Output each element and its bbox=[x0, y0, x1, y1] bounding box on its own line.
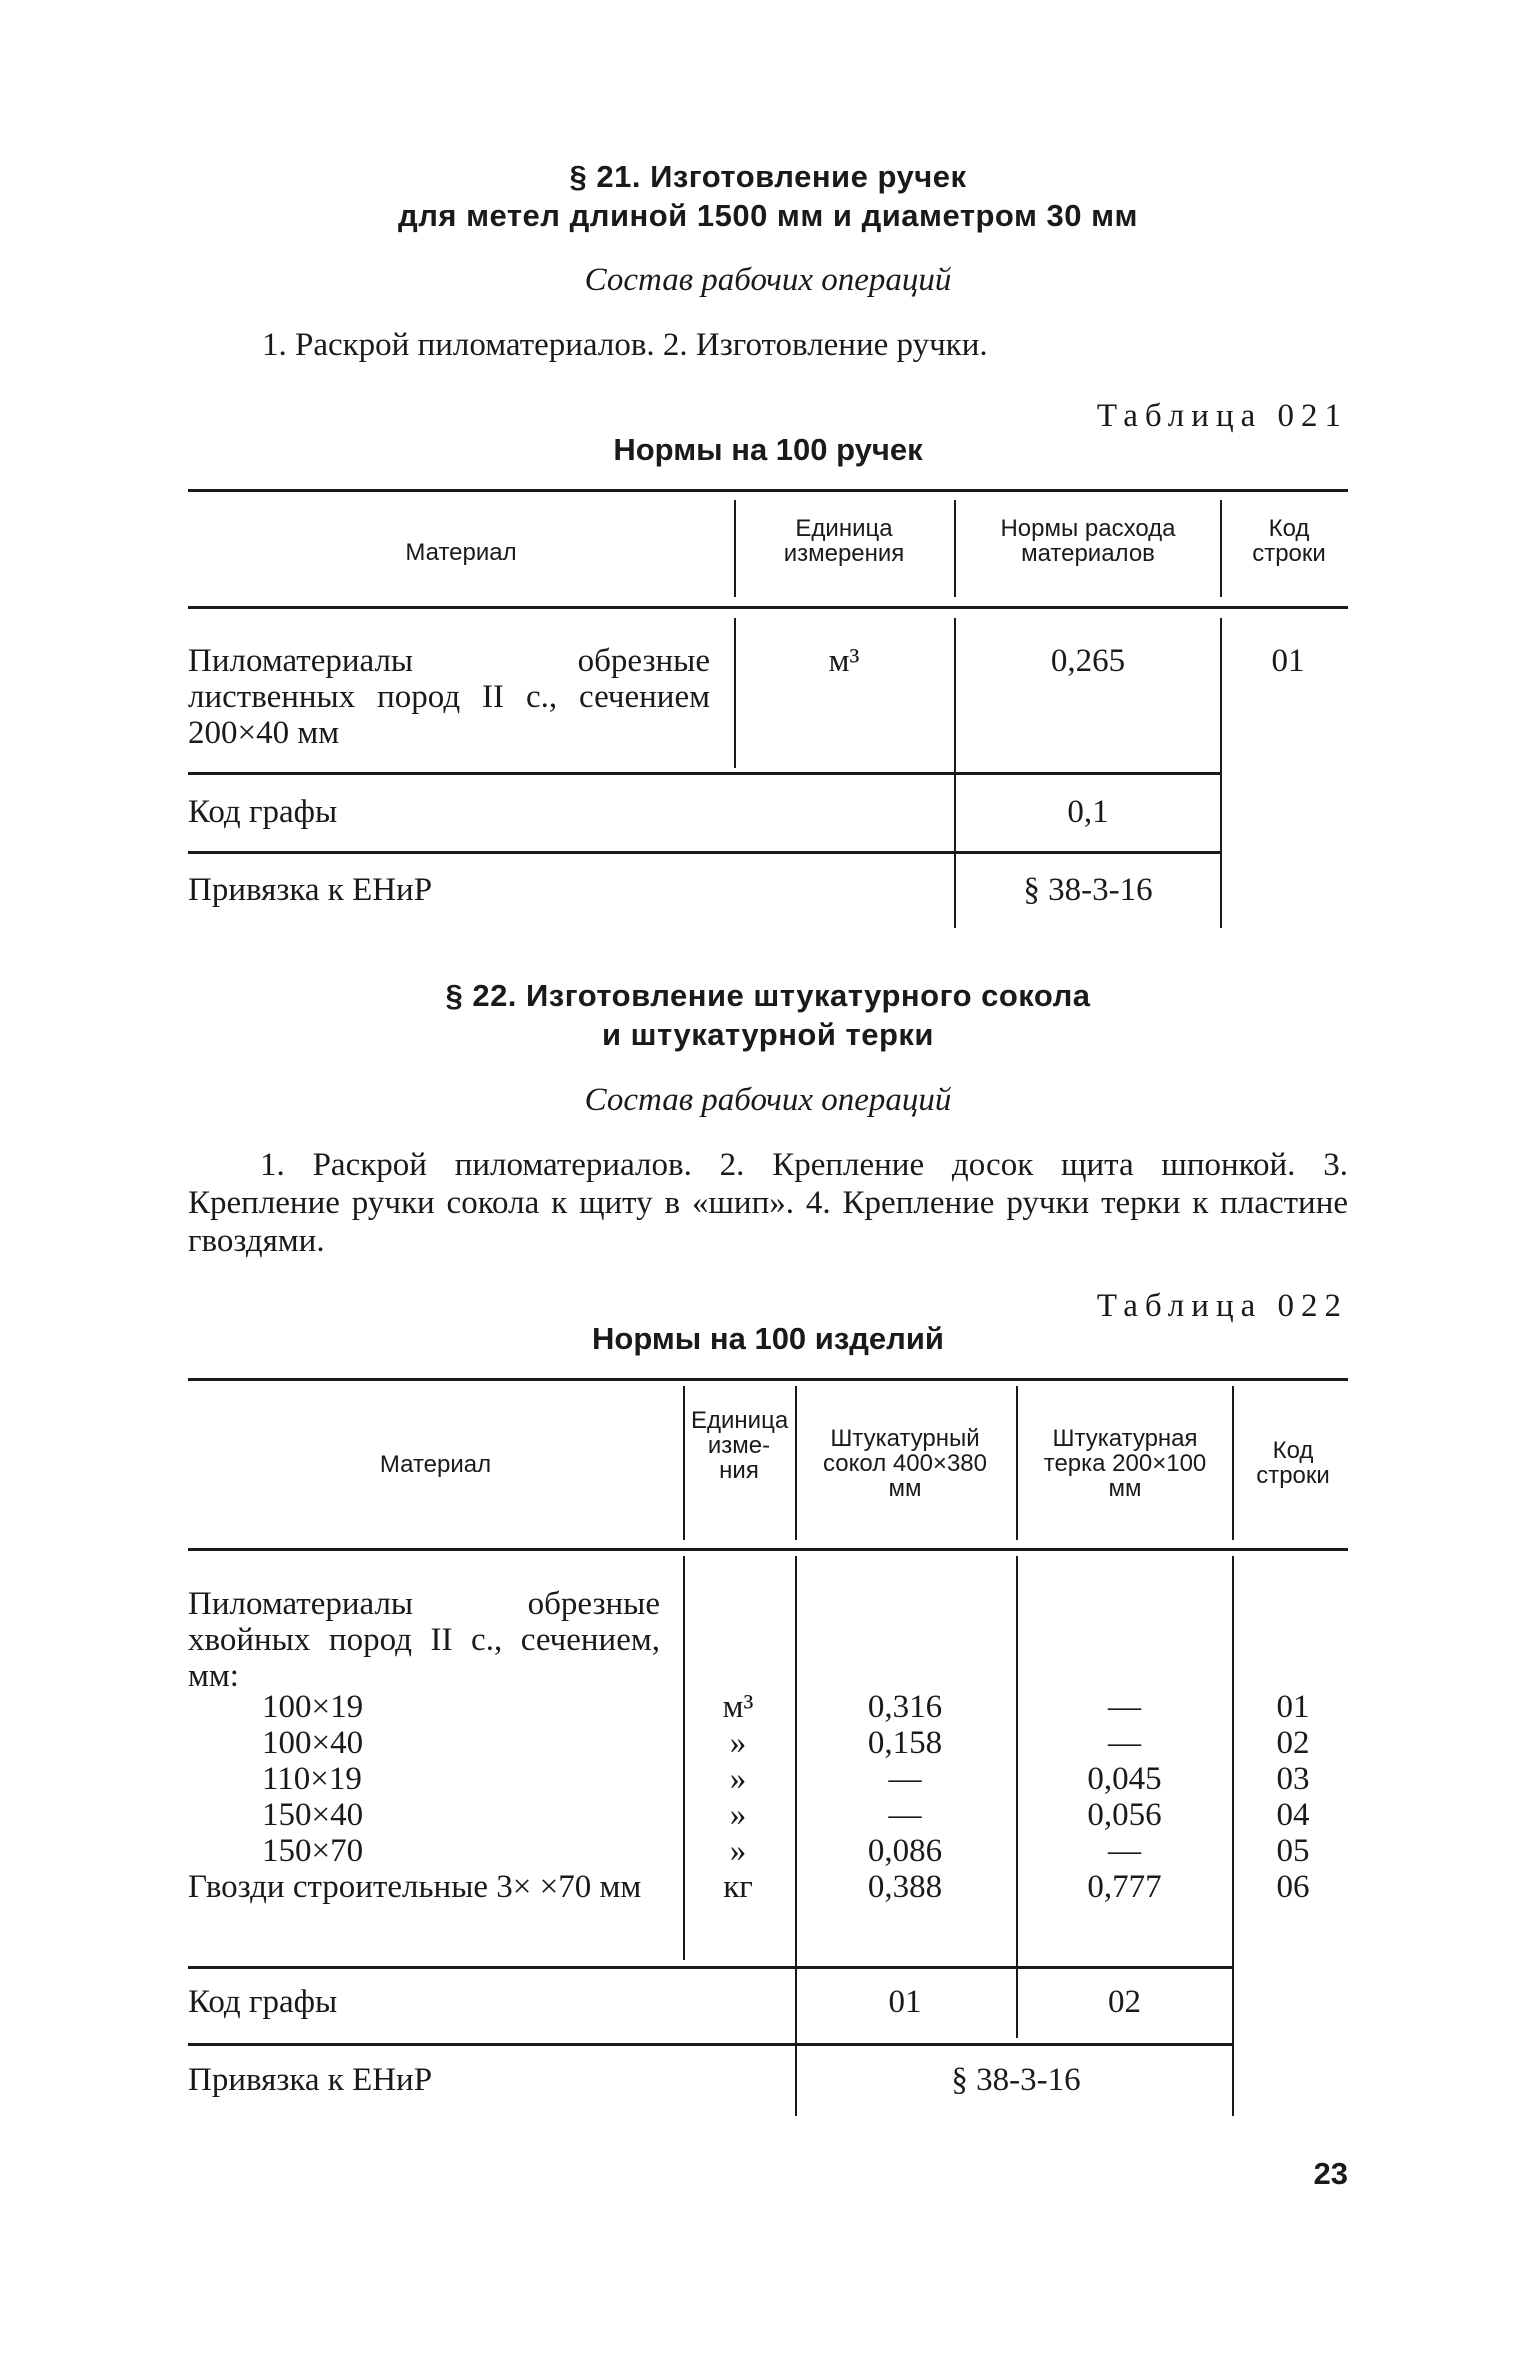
table-021-enir-value: § 38-3-16 bbox=[1023, 872, 1153, 908]
table-022-row-unit: » bbox=[729, 1725, 747, 1761]
table-022-row-rule bbox=[188, 1966, 1232, 1969]
table-021-label: Таблица 021 bbox=[1096, 398, 1348, 434]
section-22-operations: 1. Раскрой пиломатериалов. 2. Крепление досок щита шпонкой. 3. Крепление ручки сокола к щиту в «шип». 4. Крепление ручки терки к пластине гвоздями. bbox=[188, 1147, 1348, 1259]
table-021-graph-rule bbox=[188, 851, 1220, 854]
table-022-header-unit: Единица изме-ния bbox=[691, 1407, 789, 1484]
table-022-header-rule bbox=[188, 1548, 1348, 1551]
table-022-enir-value: § 38-3-16 bbox=[951, 2062, 1081, 2098]
table-022-norms-title: Нормы на 100 изделий bbox=[592, 1321, 944, 1356]
table-022-graph-code-2: 02 bbox=[1108, 1984, 1141, 2020]
table-022-row-code: 04 bbox=[1276, 1797, 1310, 1833]
table-022-header-material: Материал bbox=[379, 1451, 492, 1478]
table-022-row-v1: — bbox=[888, 1761, 922, 1797]
table-021-header-rule bbox=[188, 606, 1348, 609]
table-021-vline bbox=[1220, 618, 1222, 928]
table-022-vline bbox=[795, 1386, 797, 1540]
table-022-row-code: 05 bbox=[1276, 1833, 1310, 1869]
table-022-row-unit: кг bbox=[723, 1869, 753, 1905]
table-022-row-v1: — bbox=[888, 1797, 922, 1833]
table-021-vline bbox=[734, 500, 736, 597]
table-021-enir-label: Привязка к ЕНиР bbox=[188, 872, 433, 908]
table-021-vline bbox=[734, 618, 736, 768]
table-022-row-v2: 0,777 bbox=[1087, 1869, 1162, 1905]
table-021-norms-title: Нормы на 100 ручек bbox=[613, 432, 923, 467]
table-022-header-col1: Штукатурный сокол 400×380 мм bbox=[823, 1425, 987, 1502]
table-021-graph-code-value: 0,1 bbox=[1067, 794, 1109, 830]
table-022-row-material: 150×70 bbox=[262, 1833, 364, 1869]
table-022-graph-code-1: 01 bbox=[888, 1984, 922, 2020]
table-021-header-norm: Нормы расхода материалов bbox=[1000, 515, 1176, 567]
table-021-vline bbox=[1220, 500, 1222, 597]
table-022-header-col2: Штукатурная терка 200×100 мм bbox=[1043, 1425, 1207, 1502]
table-022-group-label: Пиломатериалы обрезные хвойных пород II с., сечением, мм: bbox=[188, 1586, 660, 1694]
table-022-row-material: 150×40 bbox=[262, 1797, 364, 1833]
table-022-row-unit: » bbox=[729, 1833, 747, 1869]
table-022-label: Таблица 022 bbox=[1096, 1288, 1348, 1324]
section-21-title-line-1: § 21. Изготовление ручек bbox=[569, 159, 967, 194]
table-021-vline bbox=[954, 618, 956, 928]
table-022-row-material: 100×40 bbox=[262, 1725, 364, 1761]
table-022-vline bbox=[683, 1556, 685, 1960]
table-022-row-code: 01 bbox=[1276, 1689, 1310, 1725]
table-022-row-code: 06 bbox=[1276, 1869, 1310, 1905]
table-022-row-material: 100×19 bbox=[262, 1689, 364, 1725]
section-22-title-line-2: и штукатурной терки bbox=[602, 1017, 934, 1052]
table-022-vline bbox=[795, 1556, 797, 2116]
section-21-subtitle: Состав рабочих операций bbox=[584, 262, 952, 298]
section-21-title-line-2: для метел длиной 1500 мм и диаметром 30 мм bbox=[398, 198, 1138, 233]
table-022-enir-label: Привязка к ЕНиР bbox=[188, 2062, 433, 2098]
table-021-row-rule bbox=[188, 772, 1220, 775]
table-022-row-v1: 0,316 bbox=[867, 1689, 943, 1725]
table-021-vline bbox=[954, 500, 956, 597]
table-022-row-v2: — bbox=[1108, 1833, 1141, 1869]
table-022-row-v2: — bbox=[1108, 1725, 1141, 1761]
table-022-row-material: 110×19 bbox=[262, 1761, 362, 1797]
table-022-row-v1: 0,388 bbox=[867, 1869, 943, 1905]
section-21-operations: 1. Раскрой пиломатериалов. 2. Изготовление ручки. bbox=[262, 327, 988, 363]
table-022-row-v1: 0,086 bbox=[867, 1833, 943, 1869]
table-022-row-unit: м³ bbox=[722, 1689, 754, 1725]
table-022-top-rule bbox=[188, 1378, 1348, 1381]
table-022-row-code: 03 bbox=[1276, 1761, 1310, 1797]
table-021-code: 01 bbox=[1271, 643, 1305, 679]
table-022-vline bbox=[1232, 1386, 1234, 1540]
table-022-row-material: Гвозди строительные 3× ×70 мм bbox=[188, 1869, 642, 1905]
table-021-graph-code-label: Код графы bbox=[188, 794, 338, 830]
table-022-row-unit: » bbox=[729, 1797, 747, 1833]
table-021-header-unit: Единица измерения bbox=[783, 515, 905, 567]
page-number: 23 bbox=[1313, 2156, 1348, 2191]
table-022-graph-code-label: Код графы bbox=[188, 1984, 338, 2020]
table-022-row-unit: » bbox=[729, 1761, 747, 1797]
table-022-row-code: 02 bbox=[1276, 1725, 1310, 1761]
table-022-vline bbox=[1016, 1386, 1018, 1540]
document-page bbox=[188, 0, 1348, 2362]
table-022-row-v2: 0,056 bbox=[1087, 1797, 1162, 1833]
table-022-vline bbox=[1016, 1556, 1018, 2038]
table-022-graph-rule bbox=[188, 2043, 1232, 2046]
table-021-header-code: Код строки bbox=[1252, 515, 1326, 567]
table-022-row-v2: — bbox=[1108, 1689, 1141, 1725]
table-022-row-v1: 0,158 bbox=[867, 1725, 943, 1761]
table-021-top-rule bbox=[188, 489, 1348, 492]
section-22-subtitle: Состав рабочих операций bbox=[584, 1082, 952, 1118]
table-021-norm: 0,265 bbox=[1050, 643, 1126, 679]
table-022-vline bbox=[1232, 1556, 1234, 2116]
table-021-material: Пиломатериалы обрезные лиственных пород II с., сечением 200×40 мм bbox=[188, 643, 710, 751]
section-22-title-line-1: § 22. Изготовление штукатурного сокола bbox=[445, 978, 1091, 1013]
table-022-header-code: Код строки bbox=[1256, 1437, 1330, 1489]
table-021-unit: м³ bbox=[828, 643, 860, 679]
table-022-vline bbox=[683, 1386, 685, 1540]
table-022-row-v2: 0,045 bbox=[1087, 1761, 1162, 1797]
table-021-header-material: Материал bbox=[405, 539, 517, 566]
